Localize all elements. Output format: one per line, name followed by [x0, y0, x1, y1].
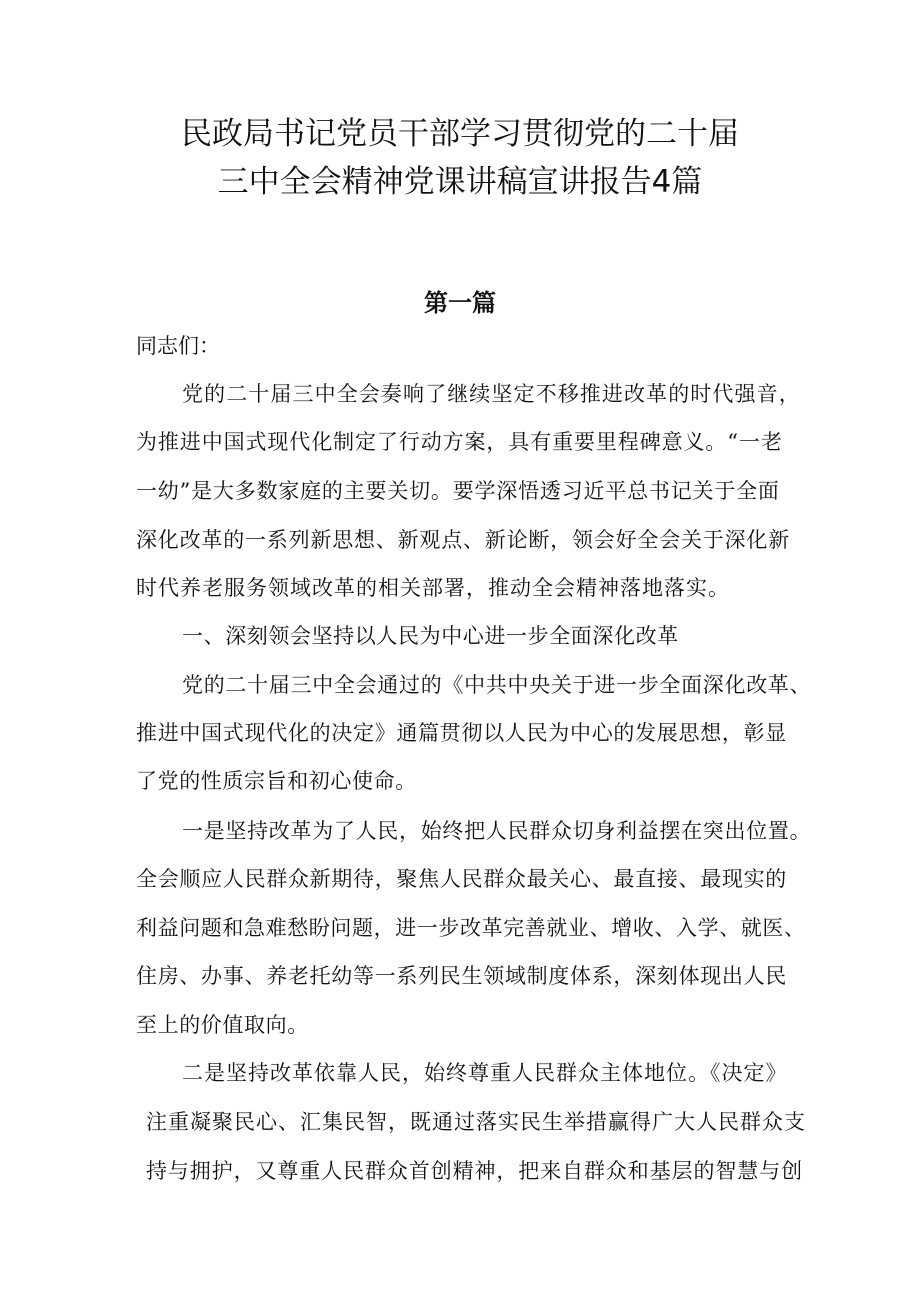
section-heading: 第一篇 — [424, 289, 496, 317]
body-line: 利益问题和急难愁盼问题，进一步改革完善就业、增收、入学、就医、 — [136, 916, 806, 940]
body-line: 党的二十届三中全会通过的《中共中央关于进一步全面深化改革、 — [182, 673, 812, 697]
body-line: 深化改革的一系列新思想、新观点、新论断，领会好全会关于深化新 — [136, 528, 790, 552]
salutation: 同志们： — [136, 334, 220, 358]
body-line: 党的二十届三中全会奏响了继续坚定不移推进改革的时代强音， — [182, 382, 801, 406]
body-line: 推进中国式现代化的决定》通篇贯彻以人民为中心的发展思想，彰显 — [136, 721, 787, 745]
body-line: 为推进中国式现代化制定了行动方案，具有重要里程碑意义。“一老 — [136, 430, 783, 454]
body-line: 全会顺应人民群众新期待，聚焦人民群众最关心、最直接、最现实的 — [136, 867, 787, 891]
body-line: 二是坚持改革依靠人民，始终尊重人民群众主体地位。《决定》 — [182, 1061, 788, 1085]
body-line: 了党的性质宗旨和初心使命。 — [136, 769, 417, 793]
document-title-line-1: 民政局书记党员干部学习贯彻党的二十届 — [181, 116, 739, 152]
body-line: 住房、办事、养老托幼等一系列民生领域制度体系，深刻体现出人民 — [136, 964, 787, 988]
body-line: 一幼”是大多数家庭的主要关切。要学深悟透习近平总书记关于全面 — [136, 479, 780, 503]
body-line: 时代养老服务领域改革的相关部署，推动全会精神落地落实。 — [136, 576, 730, 600]
document-title-line-2: 三中全会精神党课讲稿宣讲报告4篇 — [217, 164, 703, 200]
body-line: 注重凝聚民心、汇集民智，既通过落实民生举措赢得广大人民群众支 — [146, 1110, 806, 1134]
subheading-line: 一、深刻领会坚持以人民为中心进一步全面深化改革 — [182, 624, 679, 648]
body-line: 持与拥护，又尊重人民群众首创精神，把来自群众和基层的智慧与创 — [146, 1159, 803, 1183]
body-line: 至上的价值取向。 — [136, 1013, 309, 1037]
body-line: 一是坚持改革为了人民，始终把人民群众切身利益摆在突出位置。 — [182, 819, 812, 843]
